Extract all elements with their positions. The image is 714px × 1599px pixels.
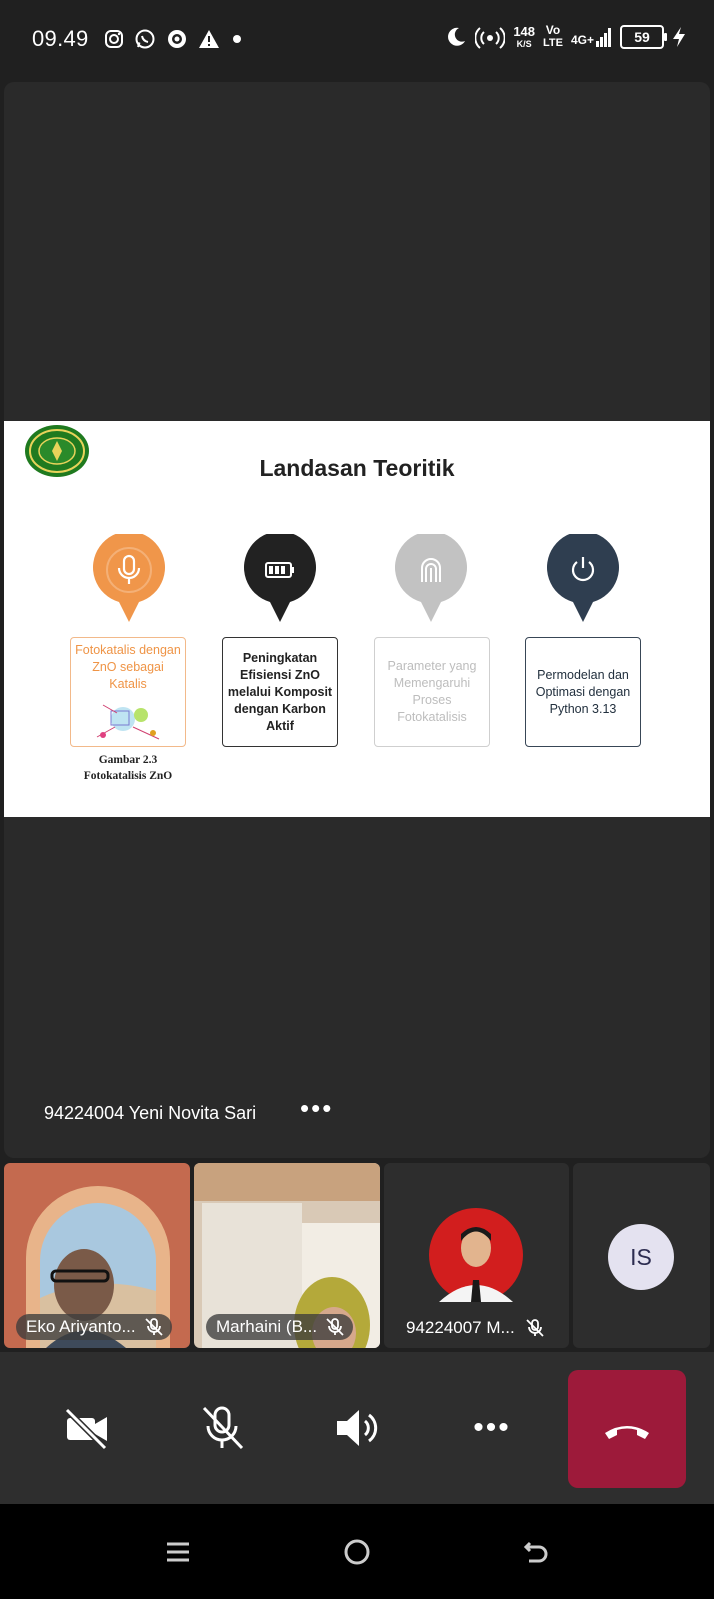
figure-caption [70, 752, 186, 784]
pin-fingerprint [395, 534, 467, 622]
net-speed [513, 25, 535, 49]
call-control-bar [0, 1352, 714, 1504]
volte-indicator [543, 24, 563, 49]
instagram-icon [104, 29, 124, 49]
mic-off-icon [525, 1318, 545, 1338]
back-icon [521, 1537, 551, 1567]
home-button[interactable] [337, 1532, 377, 1572]
participant-tile-4[interactable] [573, 1163, 710, 1348]
home-circle-icon [342, 1537, 372, 1567]
mic-off-icon [144, 1317, 164, 1337]
participant-name-1: Eko Ariyanto... [26, 1317, 136, 1336]
system-icons [445, 24, 686, 49]
topic-card-4-text: Permodelan dan Optimasi dengan Python 3.13 [535, 667, 631, 716]
participant-avatar-3 [429, 1208, 523, 1302]
pin-microphone [93, 534, 165, 622]
net-speed-value: 148 [513, 23, 536, 39]
topic-card-1 [70, 637, 186, 747]
moon-icon [445, 26, 467, 48]
charging-icon [672, 26, 686, 48]
presenter-more-button[interactable]: ••• [300, 1093, 334, 1123]
participant-label-2 [206, 1314, 353, 1340]
participant-tile-1[interactable] [4, 1163, 190, 1348]
topic-card-2-text: Peningkatan Efisiensi ZnO melalui Komposit dengan Karbon Aktif [227, 650, 333, 733]
volte-bottom: LTE [543, 37, 563, 49]
network-type-label: 4G+ [570, 32, 594, 47]
participant-initials-avatar: IS [608, 1224, 674, 1290]
photocatalysis-diagram [93, 697, 163, 743]
hotspot-icon [475, 25, 505, 49]
status-bar [0, 0, 714, 80]
app-icon [166, 28, 188, 50]
back-button[interactable] [516, 1532, 556, 1572]
volte-top: Vo [545, 23, 561, 37]
system-nav-bar [0, 1504, 714, 1599]
recent-apps-button[interactable] [158, 1532, 198, 1572]
topic-card-3 [374, 637, 490, 747]
end-call-button[interactable] [568, 1370, 686, 1488]
mic-off-icon [196, 1402, 248, 1454]
notification-icons [104, 28, 244, 50]
status-time: 09.49 [32, 26, 89, 51]
participant-label-1 [16, 1314, 172, 1340]
battery-indicator [620, 25, 664, 49]
topic-card-2 [222, 637, 338, 747]
figure-caption-line2: Fotokatalisis ZnO [83, 770, 173, 782]
network-type [571, 27, 612, 47]
presenter-name: 94224004 Yeni Novita Sari [44, 1103, 257, 1123]
participant-tile-2[interactable] [194, 1163, 380, 1348]
net-speed-unit: K/S [516, 38, 532, 49]
speaker-button[interactable] [327, 1398, 387, 1458]
camera-toggle-button[interactable] [57, 1398, 117, 1458]
battery-level: 59 [634, 28, 650, 45]
participant-name-2: Marhaini (B... [216, 1317, 318, 1336]
speaker-icon [331, 1402, 383, 1454]
pin-power [547, 534, 619, 622]
participant-name-3: 94224007 M... [406, 1318, 515, 1337]
figure-caption-line1: Gambar 2.3 [98, 754, 158, 766]
participant-tile-3[interactable] [384, 1163, 569, 1348]
shared-slide [4, 421, 710, 817]
signal-icon [596, 27, 612, 47]
slide-title: Landasan Teoritik [259, 455, 455, 481]
topic-card-3-text: Parameter yang Memengaruhi Proses Fotokatalisis [387, 659, 477, 724]
participant-label-3 [406, 1318, 545, 1338]
dot-icon [230, 32, 244, 46]
topic-card-1-text: Fotokatalis dengan ZnO sebagai Katalis [75, 643, 181, 691]
hang-up-icon [601, 1403, 653, 1455]
menu-icon [164, 1538, 192, 1566]
warning-icon [198, 29, 220, 49]
more-options-button[interactable]: ••• [473, 1411, 511, 1444]
camera-off-icon [61, 1402, 113, 1454]
pin-battery [244, 534, 316, 622]
microphone-toggle-button[interactable] [192, 1398, 252, 1458]
topic-card-4 [525, 637, 641, 747]
whatsapp-icon [134, 28, 156, 50]
mic-off-icon [325, 1317, 345, 1337]
